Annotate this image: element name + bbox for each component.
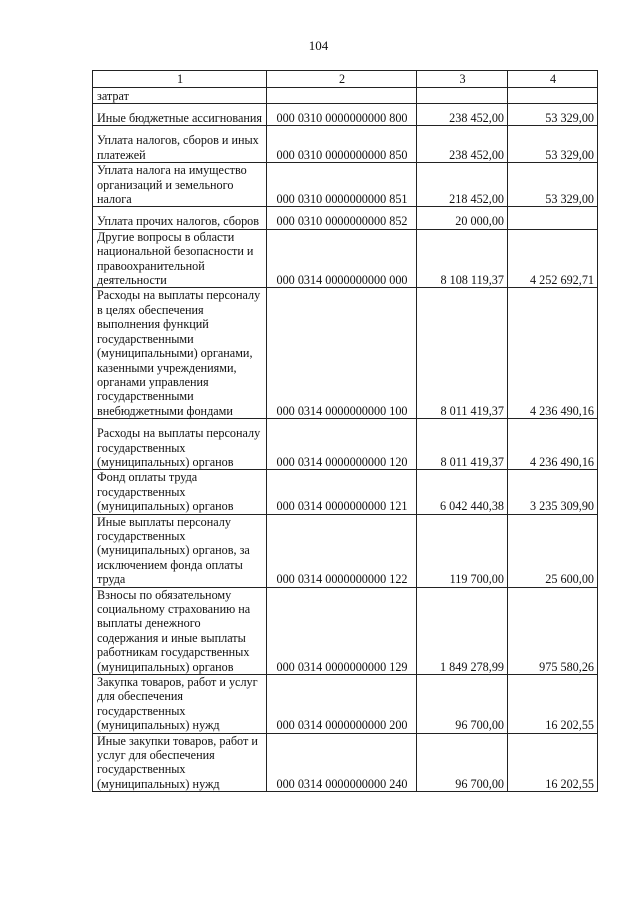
- row-value-col3: 119 700,00: [417, 514, 508, 587]
- row-name: Расходы на выплаты персоналу в целях обеспечения выполнения функций государственными (муниципальными) органами, казенными учреждениями, органами управления государственными внебюджетными фондами: [93, 288, 267, 419]
- row-value-col3: 8 011 419,37: [417, 288, 508, 419]
- row-value-col4: [508, 207, 598, 229]
- column-header: 4: [508, 71, 598, 88]
- row-value-col4: 53 329,00: [508, 163, 598, 207]
- row-name: Уплата налогов, сборов и иных платежей: [93, 126, 267, 163]
- row-code: 000 0314 0000000000 100: [267, 288, 417, 419]
- row-code: 000 0314 0000000000 000: [267, 229, 417, 288]
- row-value-col4: 975 580,26: [508, 587, 598, 674]
- row-name: Фонд оплаты труда государственных (муниципальных) органов: [93, 470, 267, 514]
- table-row: [93, 733, 598, 792]
- row-value-col4: 4 236 490,16: [508, 288, 598, 419]
- budget-table: [92, 70, 598, 792]
- row-value-col3: 20 000,00: [417, 207, 508, 229]
- row-value-col4: 3 235 309,90: [508, 470, 598, 514]
- row-value-col4: 25 600,00: [508, 514, 598, 587]
- row-value-col3: 218 452,00: [417, 163, 508, 207]
- row-code: 000 0314 0000000000 129: [267, 587, 417, 674]
- row-name: Иные бюджетные ассигнования: [93, 104, 267, 126]
- table-row: [93, 514, 598, 587]
- row-value-col3: 96 700,00: [417, 733, 508, 792]
- table-row: [93, 288, 598, 419]
- table-row: [93, 163, 598, 207]
- row-code: 000 0310 0000000000 851: [267, 163, 417, 207]
- column-header: 3: [417, 71, 508, 88]
- row-value-col3: [417, 88, 508, 104]
- column-header: 1: [93, 71, 267, 88]
- row-code: 000 0310 0000000000 800: [267, 104, 417, 126]
- row-value-col3: 8 108 119,37: [417, 229, 508, 288]
- table-row: [93, 470, 598, 514]
- row-code: 000 0314 0000000000 121: [267, 470, 417, 514]
- page-number: 104: [308, 38, 329, 53]
- row-name: Уплата прочих налогов, сборов: [93, 207, 267, 229]
- row-name: Взносы по обязательному социальному страхованию на выплаты денежного содержания и иные выплаты работникам государственных (муниципальных) органов: [93, 587, 267, 674]
- table-row: [93, 587, 598, 674]
- row-code: 000 0314 0000000000 122: [267, 514, 417, 587]
- row-name: Иные выплаты персоналу государственных (муниципальных) органов, за исключением фонда оплаты труда: [93, 514, 267, 587]
- table-row: [93, 229, 598, 288]
- row-code: 000 0314 0000000000 240: [267, 733, 417, 792]
- row-value-col4: [508, 88, 598, 104]
- row-value-col3: 238 452,00: [417, 104, 508, 126]
- row-value-col3: 1 849 278,99: [417, 587, 508, 674]
- table-row: [93, 126, 598, 163]
- table-row: [93, 104, 598, 126]
- row-value-col4: 53 329,00: [508, 104, 598, 126]
- table-row: [93, 675, 598, 734]
- row-value-col3: 6 042 440,38: [417, 470, 508, 514]
- row-name: Другие вопросы в области национальной безопасности и правоохранительной деятельности: [93, 229, 267, 288]
- row-name: Уплата налога на имущество организаций и земельного налога: [93, 163, 267, 207]
- row-value-col4: 53 329,00: [508, 126, 598, 163]
- table-row: [93, 207, 598, 229]
- header-row: [93, 71, 598, 88]
- row-code: 000 0314 0000000000 120: [267, 419, 417, 470]
- row-code: 000 0314 0000000000 200: [267, 675, 417, 734]
- row-value-col3: 238 452,00: [417, 126, 508, 163]
- row-value-col4: 4 252 692,71: [508, 229, 598, 288]
- row-code: [267, 88, 417, 104]
- row-name: Закупка товаров, работ и услуг для обеспечения государственных (муниципальных) нужд: [93, 675, 267, 734]
- row-value-col4: 16 202,55: [508, 733, 598, 792]
- row-value-col4: 16 202,55: [508, 675, 598, 734]
- row-name: Расходы на выплаты персоналу государственных (муниципальных) органов: [93, 419, 267, 470]
- table-row: [93, 419, 598, 470]
- row-value-col3: 96 700,00: [417, 675, 508, 734]
- row-value-col3: 8 011 419,37: [417, 419, 508, 470]
- row-name: затрат: [93, 88, 267, 104]
- table-row: [93, 88, 598, 104]
- row-code: 000 0310 0000000000 852: [267, 207, 417, 229]
- row-code: 000 0310 0000000000 850: [267, 126, 417, 163]
- column-header: 2: [267, 71, 417, 88]
- row-value-col4: 4 236 490,16: [508, 419, 598, 470]
- row-name: Иные закупки товаров, работ и услуг для обеспечения государственных (муниципальных) нужд: [93, 733, 267, 792]
